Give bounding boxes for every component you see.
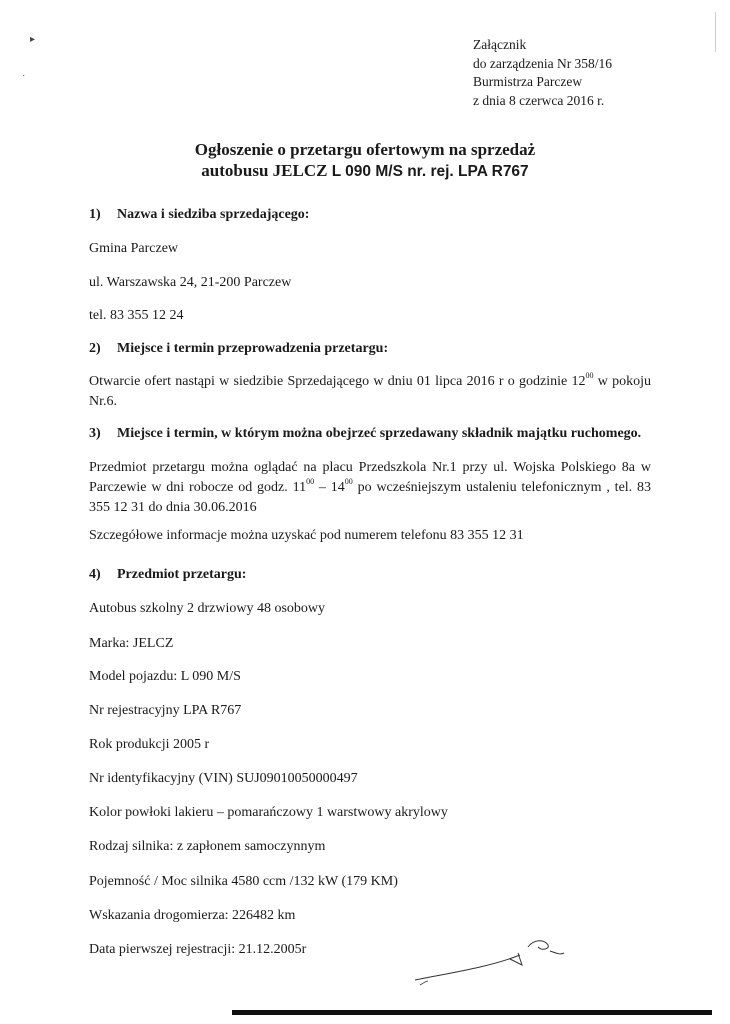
superscript: 00 (306, 477, 315, 486)
title-line-2-sans: L 090 M/S nr. rej. LPA R767 (331, 163, 529, 180)
para-text: po wcześniejszym ustaleniu telefonicznym , tel. 83 355 12 31 do dnia 30.06.2016 (89, 480, 652, 515)
annex-line: z dnia 8 czerwca 2016 r. (473, 92, 605, 108)
scan-bottom-bar (232, 1010, 712, 1015)
section-heading-text: Przedmiot przetargu: (117, 567, 247, 582)
section-heading-text: Miejsce i termin, w którym można obejrzeć sprzedawany składnik majątku ruchomego. (117, 426, 642, 441)
para-text: w pokoju Nr.6. (89, 374, 652, 409)
section-number: 3) (89, 426, 101, 441)
seller-name: Gmina Parczew (89, 241, 179, 256)
item-line: Nr rejestracyjny LPA R767 (89, 703, 242, 718)
item-line: Rodzaj silnika: z zapłonem samoczynnym (89, 839, 326, 854)
item-line: Nr identyfikacyjny (VIN) SUJ09010050000497 (89, 771, 358, 786)
superscript: 00 (344, 477, 353, 486)
item-line: Wskazania drogomierza: 226482 km (89, 908, 296, 923)
seller-phone: tel. 83 355 12 24 (89, 308, 184, 323)
section-1-heading (89, 207, 309, 223)
item-line: Model pojazdu: L 090 M/S (89, 669, 241, 684)
item-line: Kolor powłoki lakieru – pomarańczowy 1 warstwowy akrylowy (89, 805, 448, 820)
scan-speck: ˙ (22, 74, 26, 85)
annex-line: do zarządzenia Nr 358/16 (473, 55, 613, 71)
para-text: – 14 (314, 480, 345, 495)
scan-speck: ▸ (30, 34, 36, 45)
section-3-paragraph (89, 458, 651, 518)
para-text: Przedmiot przetargu można oglądać na placu Przedszkola Nr.1 przy ul. Wojska Polskiego 8a w Parczewie w dni robocze od godz. 11 (89, 460, 651, 495)
section-4-heading (89, 567, 246, 583)
scan-edge-line (715, 12, 716, 52)
section-number: 2) (89, 341, 101, 356)
annex-line: Burmistrza Parczew (473, 74, 583, 89)
title-line-2-serif: autobusu JELCZ (201, 161, 328, 180)
section-heading-text: Miejsce i termin przeprowadzenia przetargu: (117, 341, 389, 356)
section-3-heading (89, 426, 641, 442)
title-line-2 (0, 160, 730, 183)
annex-line: Załącznik (473, 37, 527, 52)
item-line: Marka: JELCZ (89, 636, 174, 651)
section-3-contact: Szczegółowe informacje można uzyskać pod numerem telefonu 83 355 12 31 (89, 528, 524, 543)
annex-block (473, 36, 612, 110)
handwritten-signature (410, 925, 580, 995)
title-line-1: Ogłoszenie o przetargu ofertowym na sprzedaż (194, 140, 536, 159)
item-line: Data pierwszej rejestracji: 21.12.2005r (89, 942, 307, 957)
item-line: Rok produkcji 2005 r (89, 737, 210, 752)
superscript: 00 (585, 371, 594, 380)
section-number: 4) (89, 567, 101, 582)
para-text: Otwarcie ofert nastąpi w siedzibie Sprzedającego w dniu 01 lipca 2016 r o godzinie 12 (89, 374, 586, 389)
item-line: Pojemność / Moc silnika 4580 ccm /132 kW (179 KM) (89, 874, 398, 889)
item-line: Autobus szkolny 2 drzwiowy 48 osobowy (89, 601, 326, 616)
seller-address: ul. Warszawska 24, 21-200 Parczew (89, 275, 292, 290)
section-heading-text: Nazwa i siedziba sprzedającego: (117, 207, 310, 222)
section-2-heading (89, 341, 388, 357)
section-number: 1) (89, 207, 101, 222)
section-2-paragraph (89, 372, 651, 412)
